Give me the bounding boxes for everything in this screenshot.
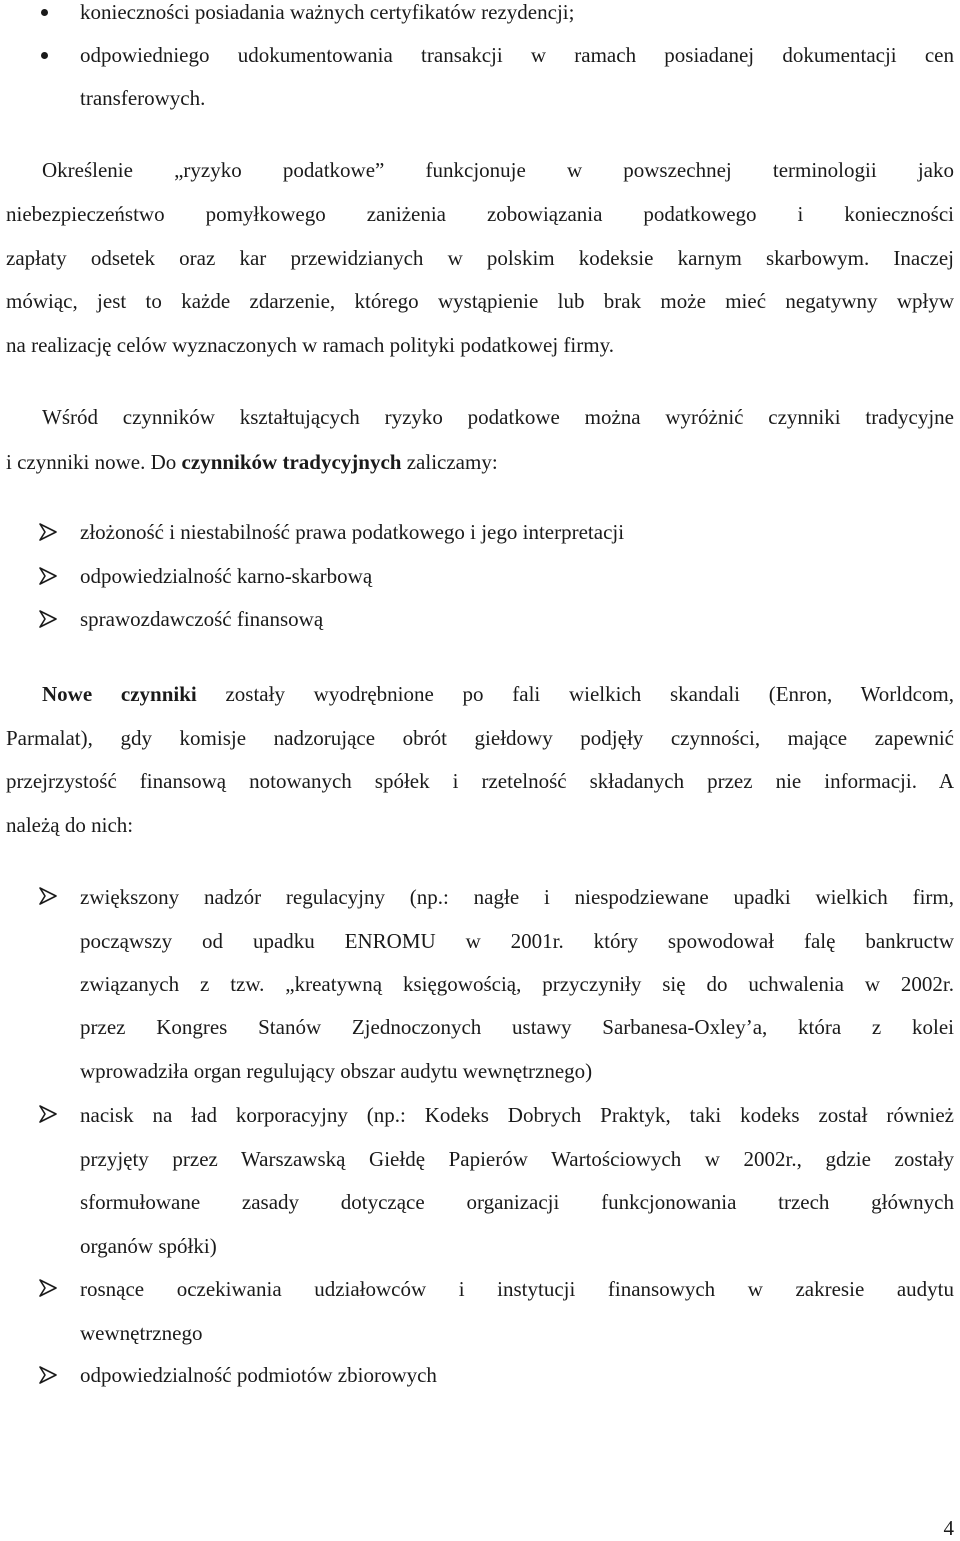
paragraph-line: na realizację celów wyznaczonych w ramach polityki podatkowej firmy. xyxy=(6,333,614,357)
list-item-line: odpowiedzialność podmiotów zbiorowych xyxy=(80,1363,437,1387)
arrow-bullet-icon xyxy=(39,523,57,541)
bold-text: Nowe czynniki xyxy=(42,682,197,706)
list-item-line: wewnętrznego xyxy=(80,1321,203,1345)
list-item: konieczności posiadania ważnych certyfikatów rezydencji; xyxy=(80,0,575,24)
arrow-bullet-icon xyxy=(39,567,57,585)
list-item-line: sformułowane zasady dotyczące organizacji funkcjonowania trzech głównych xyxy=(80,1190,954,1214)
paragraph-line: Wśród czynników kształtujących ryzyko podatkowe można wyróżnić czynniki tradycyjne xyxy=(42,405,954,429)
bold-text: czynników tradycyjnych xyxy=(181,450,402,474)
list-item: złożoność i niestabilność prawa podatkowego i jego interpretacji xyxy=(80,520,625,544)
paragraph-line xyxy=(42,681,954,707)
paragraph-line: Określenie „ryzyko podatkowe” funkcjonuje w powszechnej terminologii jako xyxy=(42,158,954,182)
list-item-continuation: transferowych. xyxy=(80,86,206,110)
bullet-dot xyxy=(41,52,48,59)
list-item-line: począwszy od upadku ENROMU w 2001r. który spowodował falę bankructw xyxy=(80,929,954,953)
text: zaliczamy: xyxy=(401,450,498,474)
list-item: sprawozdawczość finansową xyxy=(80,607,324,631)
list-item: odpowiedniego udokumentowania transakcji w ramach posiadanej dokumentacji cen xyxy=(80,43,954,67)
paragraph-line: mówiąc, jest to każde zdarzenie, którego wystąpienie lub brak może mieć negatywny wpływ xyxy=(6,289,954,313)
text: zostały wyodrębnione po fali wielkich skandali (Enron, Worldcom, xyxy=(196,682,954,706)
paragraph-line: przejrzystość finansową notowanych spółek i rzetelność składanych przez nie informacji. A xyxy=(6,769,954,793)
paragraph-line: zapłaty odsetek oraz kar przewidzianych w polskim kodeksie karnym skarbowym. Inaczej xyxy=(6,246,954,270)
paragraph-line xyxy=(6,452,498,473)
paragraph-line: Parmalat), gdy komisje nadzorujące obrót giełdowy podjęły czynności, mające zapewnić xyxy=(6,726,954,750)
arrow-bullet-icon xyxy=(39,1366,57,1384)
list-item-line: zwiększony nadzór regulacyjny (np.: nagłe i niespodziewane upadki wielkich firm, xyxy=(80,885,954,909)
list-item-line: rosnące oczekiwania udziałowców i instytucji finansowych w zakresie audytu xyxy=(80,1277,954,1301)
text: i czynniki nowe. Do xyxy=(6,450,182,474)
list-item-line: organów spółki) xyxy=(80,1234,217,1258)
paragraph-line: należą do nich: xyxy=(6,813,134,837)
arrow-bullet-icon xyxy=(39,887,57,905)
list-item-line: wprowadziła organ regulujący obszar audytu wewnętrznego) xyxy=(80,1059,593,1083)
list-item-line: związanych z tzw. „kreatywną księgowością, przyczyniły się do uchwalenia w 2002r. xyxy=(80,972,954,996)
list-item-line: przyjęty przez Warszawską Giełdę Papierów Wartościowych w 2002r., gdzie zostały xyxy=(80,1147,954,1171)
list-item: odpowiedzialność karno-skarbową xyxy=(80,564,373,588)
arrow-bullet-icon xyxy=(39,1105,57,1123)
arrow-bullet-icon xyxy=(39,1279,57,1297)
page-number: 4 xyxy=(943,1516,954,1540)
arrow-bullet-icon xyxy=(39,610,57,628)
list-item-line: nacisk na ład korporacyjny (np.: Kodeks Dobrych Praktyk, taki kodeks został również xyxy=(80,1103,954,1127)
paragraph-line: niebezpieczeństwo pomyłkowego zaniżenia zobowiązania podatkowego i konieczności xyxy=(6,202,954,226)
bullet-dot xyxy=(41,9,48,16)
list-item-line: przez Kongres Stanów Zjednoczonych ustawy Sarbanesa-Oxley’a, która z kolei xyxy=(80,1015,954,1039)
